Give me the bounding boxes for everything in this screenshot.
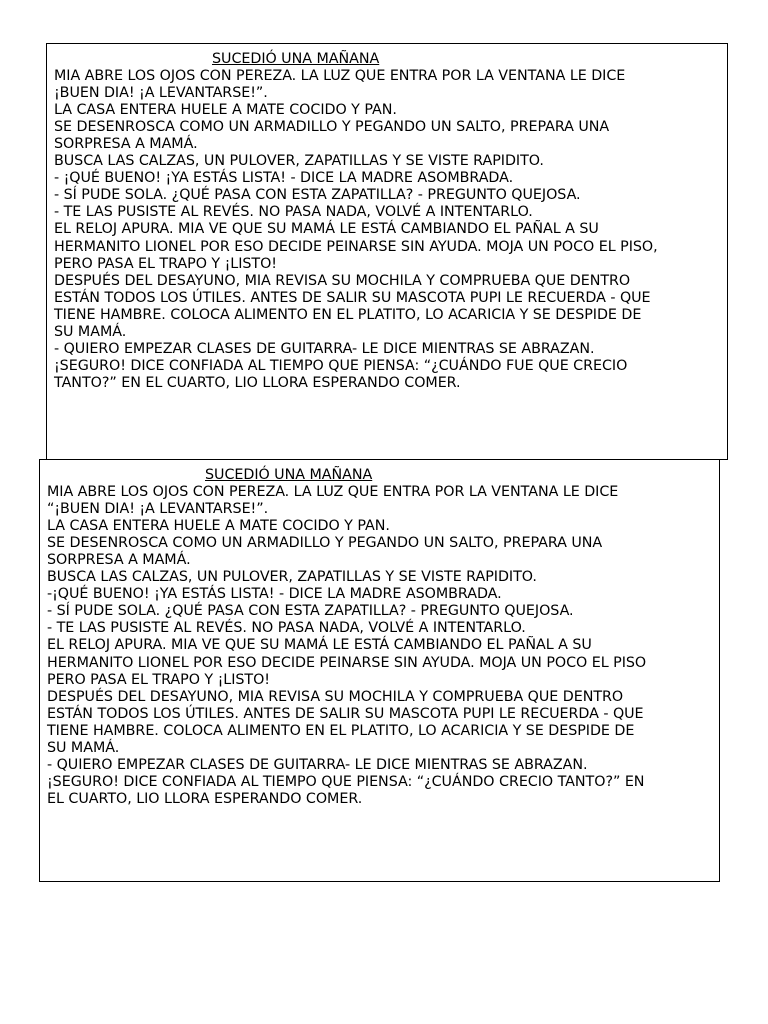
story-line: MIA ABRE LOS OJOS CON PEREZA. LA LUZ QUE ENTRA POR LA VENTANA LE DICE [47,484,619,501]
story-body-2 [47,484,719,808]
story-line: LA CASA ENTERA HUELE A MATE COCIDO Y PAN. [47,518,390,535]
story-body-1 [54,68,727,392]
story-line: MIA ABRE LOS OJOS CON PEREZA. LA LUZ QUE ENTRA POR LA VENTANA LE DICE [54,68,626,85]
story-line: ESTÁN TODOS LOS ÚTILES. ANTES DE SALIR SU MASCOTA PUPI LE RECUERDA - QUE [47,705,644,722]
story-line: -¡QUÉ BUENO! ¡YA ESTÁS LISTA! - DICE LA MADRE ASOMBRADA. [47,586,502,603]
story-line: DESPUÉS DEL DESAYUNO, MIA REVISA SU MOCHILA Y COMPRUEBA QUE DENTRO [47,688,624,705]
story-line: HERMANITO LIONEL POR ESO DECIDE PEINARSE SIN AYUDA. MOJA UN POCO EL PISO, [54,238,658,255]
story-box-1 [46,43,728,460]
story-content-2 [40,460,719,808]
story-line: PERO PASA EL TRAPO Y ¡LISTO! [54,255,277,272]
story-line: SU MAMÁ. [47,739,120,756]
story-line: SORPRESA A MAMÁ. [54,136,198,153]
story-line: HERMANITO LIONEL POR ESO DECIDE PEINARSE SIN AYUDA. MOJA UN POCO EL PISO [47,654,647,671]
story-line: EL RELOJ APURA. MIA VE QUE SU MAMÁ LE ESTÁ CAMBIANDO EL PAÑAL A SU [54,221,599,238]
story-line: SE DESENROSCA COMO UN ARMADILLO Y PEGANDO UN SALTO, PREPARA UNA [47,535,603,552]
story-line: SU MAMÁ. [54,323,127,340]
story-line: EL CUARTO, LIO LLORA ESPERANDO COMER. [47,790,363,807]
story-line: ESTÁN TODOS LOS ÚTILES. ANTES DE SALIR SU MASCOTA PUPI LE RECUERDA - QUE [54,289,651,306]
story-line: - QUIERO EMPEZAR CLASES DE GUITARRA- LE DICE MIENTRAS SE ABRAZAN. [47,756,588,773]
story-line: - QUIERO EMPEZAR CLASES DE GUITARRA- LE DICE MIENTRAS SE ABRAZAN. [54,340,595,357]
story-line: DESPUÉS DEL DESAYUNO, MIA REVISA SU MOCHILA Y COMPRUEBA QUE DENTRO [54,272,631,289]
story-line: - ¡QUÉ BUENO! ¡YA ESTÁS LISTA! - DICE LA MADRE ASOMBRADA. [54,170,514,187]
story-line: SORPRESA A MAMÁ. [47,552,191,569]
story-line: ¡SEGURO! DICE CONFIADA AL TIEMPO QUE PIENSA: “¿CUÁNDO FUE QUE CRECIO [54,357,628,374]
story-content-1 [47,44,727,392]
story-line: ¡BUEN DIA! ¡A LEVANTARSE!”. [54,85,268,102]
story-line: - TE LAS PUSISTE AL REVÉS. NO PASA NADA, VOLVÉ A INTENTARLO. [54,204,533,221]
story-line: TANTO?” EN EL CUARTO, LIO LLORA ESPERANDO COMER. [54,374,461,391]
story-line: EL RELOJ APURA. MIA VE QUE SU MAMÁ LE ESTÁ CAMBIANDO EL PAÑAL A SU [47,637,592,654]
story-line: BUSCA LAS CALZAS, UN PULOVER, ZAPATILLAS Y SE VISTE RAPIDITO. [47,569,537,586]
story-line: PERO PASA EL TRAPO Y ¡LISTO! [47,671,270,688]
story-line: TIENE HAMBRE. COLOCA ALIMENTO EN EL PLATITO, LO ACARICIA Y SE DESPIDE DE [47,722,635,739]
story-line: - SÍ PUDE SOLA. ¿QUÉ PASA CON ESTA ZAPATILLA? - PREGUNTO QUEJOSA. [54,187,581,204]
story-line: LA CASA ENTERA HUELE A MATE COCIDO Y PAN. [54,102,397,119]
story-title-2: SUCEDIÓ UNA MAÑANA [205,467,373,483]
story-line: SE DESENROSCA COMO UN ARMADILLO Y PEGANDO UN SALTO, PREPARA UNA [54,119,610,136]
story-line: ¡SEGURO! DICE CONFIADA AL TIEMPO QUE PIENSA: “¿CUÁNDO CRECIO TANTO?” EN [47,773,645,790]
story-line: - SÍ PUDE SOLA. ¿QUÉ PASA CON ESTA ZAPATILLA? - PREGUNTO QUEJOSA. [47,603,574,620]
story-line: - TE LAS PUSISTE AL REVÉS. NO PASA NADA, VOLVÉ A INTENTARLO. [47,620,526,637]
story-line: “¡BUEN DIA! ¡A LEVANTARSE!”. [47,501,269,518]
story-title-1: SUCEDIÓ UNA MAÑANA [212,51,380,67]
story-line: BUSCA LAS CALZAS, UN PULOVER, ZAPATILLAS Y SE VISTE RAPIDITO. [54,153,544,170]
story-box-2 [39,459,720,882]
story-line: TIENE HAMBRE. COLOCA ALIMENTO EN EL PLATITO, LO ACARICIA Y SE DESPIDE DE [54,306,642,323]
